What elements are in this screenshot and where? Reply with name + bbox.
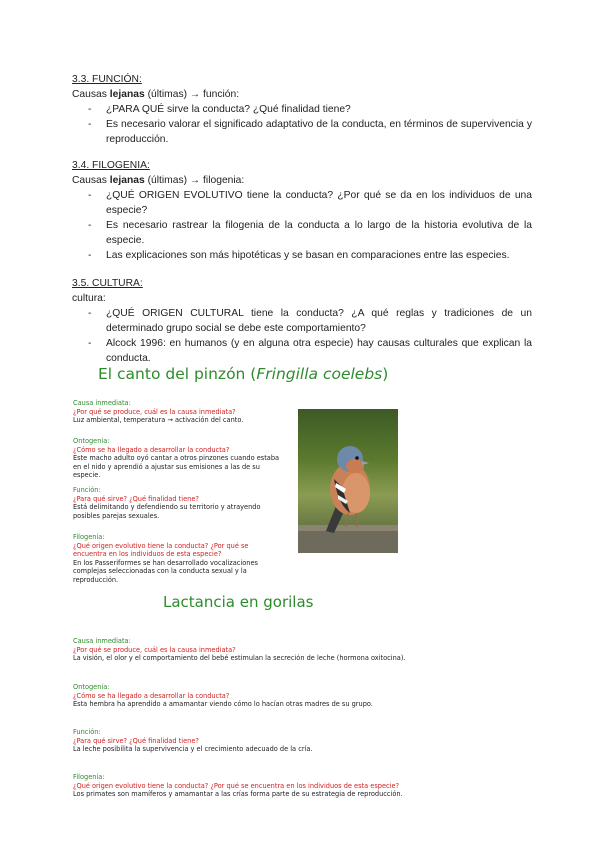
block-text: Está delimitando y defendiendo su territorio y atrayendo posibles parejas sexuales. — [73, 503, 261, 520]
gorilas-block-filogenia — [73, 773, 473, 799]
block-title: Causa inmediata: — [73, 637, 131, 645]
block-question: ¿Por qué se produce, cuál es la causa inmediata? — [73, 407, 236, 416]
block-title: Ontogenia: — [73, 437, 110, 445]
block-question: ¿Para qué sirve? ¿Qué finalidad tiene? — [73, 736, 199, 745]
bullet-item: - ¿PARA QUÉ sirve la conducta? ¿Qué finalidad tiene? — [106, 102, 532, 117]
bullet-list — [72, 306, 532, 366]
block-title: Causa inmediata: — [73, 399, 131, 407]
block-question: ¿Por qué se produce, cuál es la causa inmediata? — [73, 645, 236, 654]
block-question: ¿Qué origen evolutivo tiene la conducta? ¿Por qué se encuentra en los individuos de esta especie? — [73, 781, 400, 790]
block-text: Esta hembra ha aprendido a amamantar viendo cómo lo hacían otras madres de su grupo. — [73, 700, 373, 709]
bullet-item: - Alcock 1996: en humanos (y en alguna otra especie) hay causas culturales que explican la conducta. — [106, 336, 532, 366]
block-question: ¿Cómo se ha llegado a desarrollar la conducta? — [73, 445, 230, 454]
chaffinch-photo — [298, 409, 398, 553]
block-title: Función: — [73, 486, 101, 494]
block-text: Luz ambiental, temperatura → activación del canto. — [73, 416, 244, 425]
bullet-item: - Es necesario rastrear la filogenia de la conducta a lo largo de la historia evolutiva de la especie. — [106, 218, 532, 248]
section-intro: Causas lejanas (últimas) → función: — [72, 89, 240, 100]
block-question: ¿Cómo se ha llegado a desarrollar la conducta? — [73, 691, 230, 700]
pinzon-block-ontogenia — [73, 437, 283, 480]
section-title: 3.5. CULTURA: — [72, 278, 143, 289]
gorilas-block-causa — [73, 637, 473, 663]
block-text: La visión, el olor y el comportamiento del bebé estimulan la secreción de leche (hormona oxitocina). — [73, 654, 406, 663]
section-filogenia — [72, 158, 532, 263]
gorilas-block-ontogenia — [73, 683, 473, 709]
block-text: Este macho adulto oyó cantar a otros pinzones cuando estaba en el nido y aprendió a ajustar sus emisiones a las de su especie. — [73, 454, 280, 480]
bullet-list — [72, 102, 532, 147]
block-text: En los Passeriformes se han desarrollado vocalizaciones complejas seleccionadas con la conducta sexual y la reproducción. — [73, 558, 258, 584]
block-title: Filogenia: — [73, 533, 105, 541]
block-question: ¿Qué origen evolutivo tiene la conducta? ¿Por qué se encuentra en los individuos de esta especie? — [73, 541, 249, 559]
block-question: ¿Para qué sirve? ¿Qué finalidad tiene? — [73, 494, 199, 503]
bullet-item: - ¿QUÉ ORIGEN EVOLUTIVO tiene la conducta? ¿Por qué se da en los individuos de una especie? — [106, 188, 532, 218]
block-text: Los primates son mamíferos y amamantar a las crías forma parte de su estrategia de reproducción. — [73, 790, 403, 799]
pinzon-block-causa — [73, 399, 283, 425]
bullet-list — [72, 188, 532, 263]
section-funcion — [72, 72, 532, 147]
bullet-item: - Las explicaciones son más hipotéticas y se basan en comparaciones entre las especies. — [106, 248, 532, 263]
bullet-item: - Es necesario valorar el significado adaptativo de la conducta, en términos de supervivencia y reproducción. — [106, 117, 532, 147]
section-intro: Causas lejanas (últimas) → filogenia: — [72, 175, 245, 186]
pinzon-heading: El canto del pinzón (Fringilla coelebs) — [98, 365, 389, 383]
gorilas-block-funcion — [73, 728, 473, 754]
bullet-item: - ¿QUÉ ORIGEN CULTURAL tiene la conducta? ¿A qué reglas y tradiciones de un determinado grupo social se debe este comportamiento? — [106, 306, 532, 336]
gorilas-heading: Lactancia en gorilas — [163, 593, 314, 611]
section-title: 3.3. FUNCIÓN: — [72, 74, 142, 85]
section-title: 3.4. FILOGENIA: — [72, 160, 150, 171]
section-cultura — [72, 276, 532, 366]
block-title: Función: — [73, 728, 101, 736]
block-title: Filogenia: — [73, 773, 105, 781]
block-text: La leche posibilita la supervivencia y el crecimiento adecuado de la cría. — [73, 745, 313, 754]
chaffinch-illustration — [298, 409, 398, 553]
pinzon-block-filogenia — [73, 533, 283, 585]
pinzon-block-funcion — [73, 486, 283, 520]
section-intro: cultura: — [72, 293, 106, 304]
block-title: Ontogenia: — [73, 683, 110, 691]
